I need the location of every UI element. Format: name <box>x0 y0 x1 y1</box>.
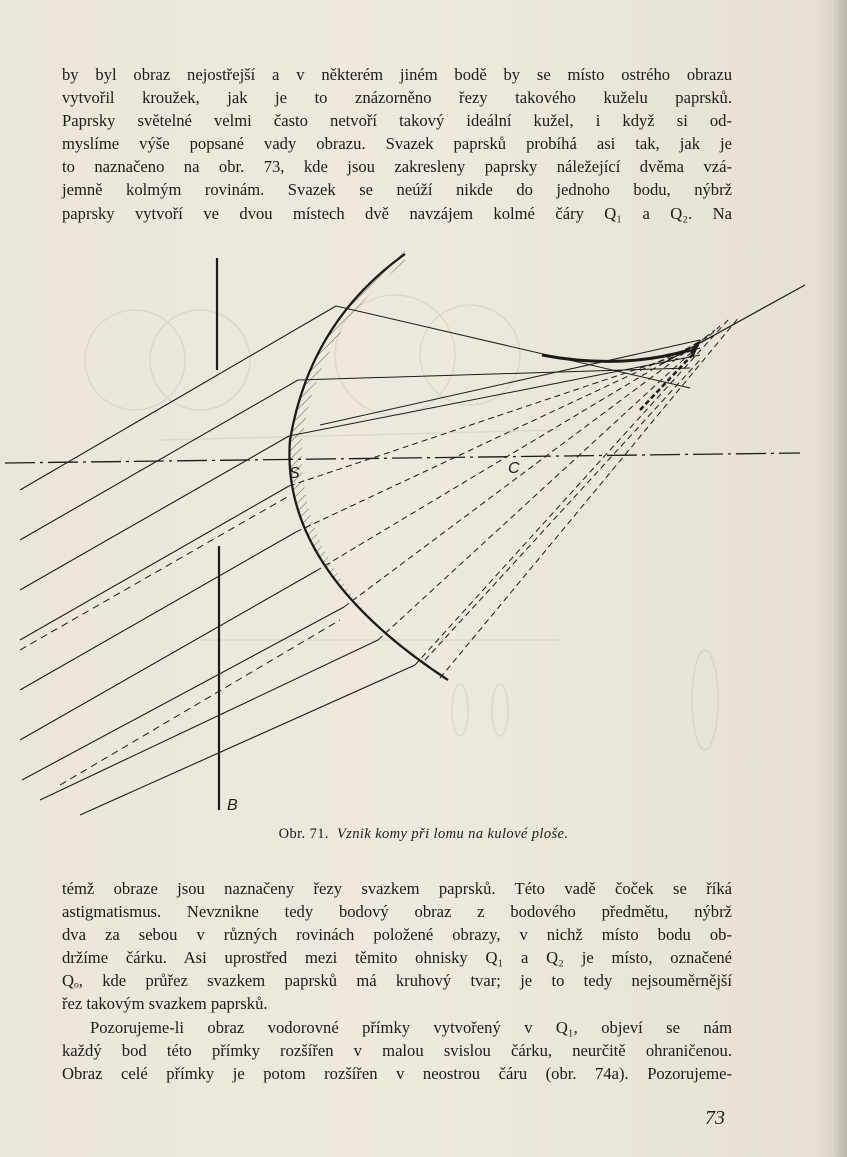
text-line: Qₒ, kde průřez svazkem paprsků má kruhový tvar; je to tedy nejsouměrnější <box>62 971 732 991</box>
refracted-rays-dashed <box>289 316 740 678</box>
refracted-rays <box>289 306 700 436</box>
text-line: Obraz celé přímky je potom rozšířen v neostrou čáru (obr. 74a). Pozorujeme- <box>62 1064 732 1084</box>
text-line: jemně kolmým rovinám. Svazek se neúží nikde do jednoho bodu, nýbrž <box>62 180 732 200</box>
page-number: 73 <box>705 1107 725 1129</box>
text-line: každý bod této přímky rozšířen v malou svislou čárku, neurčitě ohraničenou. <box>62 1041 732 1061</box>
label-b: B <box>227 797 238 814</box>
label-s: S <box>289 465 300 482</box>
text-line: Pozorujeme-li obraz vodorovné přímky vytvořený v Q₁, objeví se nám <box>90 1018 732 1037</box>
text-line: řez takovým svazkem paprsků. <box>62 994 268 1014</box>
incident-rays <box>20 306 415 815</box>
text-line: dva za sebou v různých rovinách položené obrazy, v nichž místo bodu ob- <box>62 925 732 945</box>
caption-label: Obr. 71. <box>278 826 329 842</box>
paragraph-middle <box>62 877 732 1016</box>
figure-caption <box>0 826 847 843</box>
text-line: držíme čárku. Asi uprostřed mezi těmito ohnisky Q₁ a Q₂ je místo, označené <box>62 948 732 968</box>
paragraph-bottom <box>62 1016 732 1085</box>
text-line: Paprsky světelné velmi často netvoří takový ideální kužel, i když si od- <box>62 111 732 131</box>
text-line: témž obraze jsou naznačeny řezy svazkem paprsků. Této vadě čoček se říká <box>62 879 732 898</box>
optical-axis <box>5 453 800 463</box>
text-line: vytvořil kroužek, jak je to znázorněno řezy takového kuželu paprsků. <box>62 88 732 108</box>
text-line: by byl obraz nejostřejší a v některém jiném bodě by se místo ostrého obrazu <box>62 65 732 84</box>
paragraph-top <box>62 63 732 225</box>
text-line: myslíme výše popsané vady obrazu. Svazek paprsků probíhá asi tak, jak je <box>62 134 732 154</box>
caption-text: Vznik komy při lomu na kulové ploše. <box>336 826 569 842</box>
spherical-surface <box>289 254 448 680</box>
coma-figure <box>0 240 847 830</box>
text-line: paprsky vytvoří ve dvou místech dvě navzájem kolmé čáry Q₁ a Q₂. Na <box>62 203 732 223</box>
bleed-through-ghost <box>85 295 718 750</box>
text-line: to naznačeno na obr. 73, kde jsou zakresleny paprsky náležející dvěma vzá- <box>62 157 732 177</box>
label-c: C <box>508 460 520 477</box>
text-line: astigmatismus. Nevznikne tedy bodový obraz z bodového předmětu, nýbrž <box>62 902 732 922</box>
